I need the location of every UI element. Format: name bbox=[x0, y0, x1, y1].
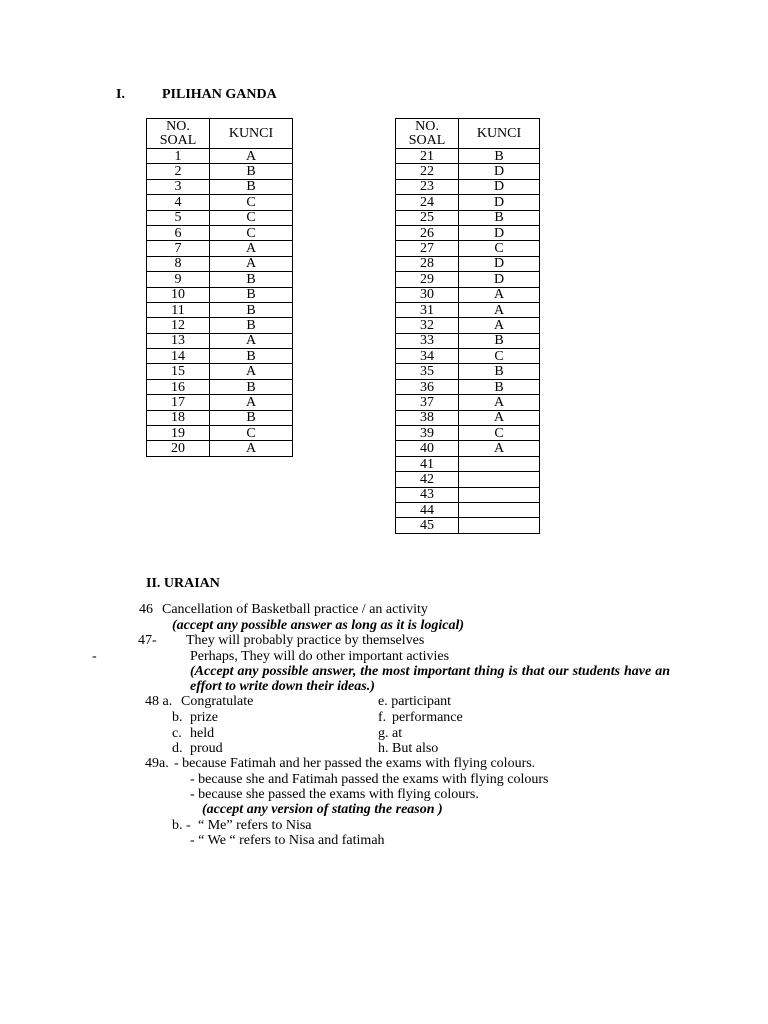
question-number-cell: 33 bbox=[396, 333, 459, 348]
answer-key-cell: B bbox=[210, 318, 293, 333]
question-number-cell: 43 bbox=[396, 487, 459, 502]
question-number-cell: 10 bbox=[147, 287, 210, 302]
question-number-cell: 42 bbox=[396, 472, 459, 487]
question-number-cell: 2 bbox=[147, 164, 210, 179]
answer-key-cell: B bbox=[210, 379, 293, 394]
question-number-cell: 35 bbox=[396, 364, 459, 379]
table-row bbox=[396, 302, 540, 317]
table-row bbox=[396, 287, 540, 302]
q48-answer-f: performance bbox=[392, 710, 463, 725]
question-number-cell: 30 bbox=[396, 287, 459, 302]
answer-key-cell: A bbox=[459, 410, 540, 425]
question-number-cell: 26 bbox=[396, 225, 459, 240]
table-row bbox=[147, 410, 293, 425]
table-row bbox=[147, 333, 293, 348]
answer-key-cell: B bbox=[210, 164, 293, 179]
answer-key-cell: A bbox=[210, 364, 293, 379]
table-row bbox=[396, 364, 540, 379]
table-row bbox=[147, 241, 293, 256]
question-number-cell: 16 bbox=[147, 379, 210, 394]
table-row bbox=[396, 395, 540, 410]
answer-key-cell bbox=[459, 456, 540, 471]
table-row bbox=[147, 149, 293, 164]
answer-key-cell: D bbox=[459, 164, 540, 179]
answer-key-cell: B bbox=[210, 287, 293, 302]
table-row bbox=[396, 333, 540, 348]
table-row bbox=[147, 225, 293, 240]
table-row bbox=[147, 395, 293, 410]
question-number-cell: 24 bbox=[396, 195, 459, 210]
table-row bbox=[147, 349, 293, 364]
table-row bbox=[396, 272, 540, 287]
answer-key-table-right bbox=[395, 118, 540, 534]
table-row bbox=[147, 302, 293, 317]
question-number-cell: 44 bbox=[396, 502, 459, 517]
header-kunci: KUNCI bbox=[210, 119, 293, 149]
table-row bbox=[396, 256, 540, 271]
question-number-cell: 29 bbox=[396, 272, 459, 287]
q47-note: (Accept any possible answer, the most important thing is that our students have an effort to write down their ideas.) bbox=[190, 664, 670, 694]
question-number-cell: 7 bbox=[147, 241, 210, 256]
q48-label-b: b. bbox=[172, 710, 183, 725]
answer-key-cell bbox=[459, 502, 540, 517]
answer-key-cell: B bbox=[210, 302, 293, 317]
answer-key-cell: B bbox=[459, 149, 540, 164]
question-number-cell: 6 bbox=[147, 225, 210, 240]
question-number-cell: 32 bbox=[396, 318, 459, 333]
question-number-cell: 34 bbox=[396, 349, 459, 364]
q49-answer-a2: - because she and Fatimah passed the exams with flying colours bbox=[190, 772, 549, 787]
question-number-cell: 13 bbox=[147, 333, 210, 348]
question-number-cell: 9 bbox=[147, 272, 210, 287]
table-row bbox=[396, 179, 540, 194]
question-number-cell: 18 bbox=[147, 410, 210, 425]
answer-key-cell: B bbox=[459, 364, 540, 379]
table-row bbox=[147, 287, 293, 302]
q49-note: (accept any version of stating the reason ) bbox=[202, 802, 443, 817]
table-row bbox=[396, 149, 540, 164]
header-no-soal: NO. SOAL bbox=[396, 119, 459, 149]
answer-key-cell: B bbox=[210, 349, 293, 364]
table-row bbox=[147, 210, 293, 225]
answer-key-cell: A bbox=[459, 441, 540, 456]
answer-key-cell: D bbox=[459, 179, 540, 194]
answer-key-cell: C bbox=[210, 210, 293, 225]
question-number-cell: 5 bbox=[147, 210, 210, 225]
answer-key-cell: A bbox=[459, 395, 540, 410]
question-number-cell: 1 bbox=[147, 149, 210, 164]
table-row bbox=[147, 195, 293, 210]
question-number-cell: 19 bbox=[147, 426, 210, 441]
table-row bbox=[396, 518, 540, 533]
question-number-cell: 27 bbox=[396, 241, 459, 256]
question-number-cell: 4 bbox=[147, 195, 210, 210]
answer-key-cell: A bbox=[210, 333, 293, 348]
q46-number: 46 bbox=[139, 602, 153, 617]
table-row bbox=[396, 379, 540, 394]
table-row bbox=[147, 318, 293, 333]
q49-label-b: b. - bbox=[172, 818, 191, 833]
table-row bbox=[147, 272, 293, 287]
answer-key-cell: D bbox=[459, 195, 540, 210]
section-number: I. bbox=[116, 87, 125, 102]
question-number-cell: 38 bbox=[396, 410, 459, 425]
answer-key-cell: C bbox=[459, 349, 540, 364]
q49-number: 49a. bbox=[145, 756, 169, 771]
question-number-cell: 36 bbox=[396, 379, 459, 394]
section-title: PILIHAN GANDA bbox=[162, 87, 277, 102]
table-row bbox=[396, 410, 540, 425]
table-row bbox=[396, 472, 540, 487]
table-row bbox=[396, 426, 540, 441]
q47-dash: - bbox=[92, 649, 97, 664]
table-row bbox=[147, 426, 293, 441]
answer-key-cell: B bbox=[459, 333, 540, 348]
answer-key-cell: C bbox=[210, 225, 293, 240]
q48-answer-g: g. at bbox=[378, 726, 403, 741]
answer-key-cell: A bbox=[459, 318, 540, 333]
table-row bbox=[396, 441, 540, 456]
question-number-cell: 40 bbox=[396, 441, 459, 456]
q48-answer-c: held bbox=[190, 726, 215, 741]
table-row bbox=[147, 164, 293, 179]
table-row bbox=[147, 179, 293, 194]
q49-answer-b2: - “ We “ refers to Nisa and fatimah bbox=[190, 833, 385, 848]
q48-label-f: f. bbox=[378, 710, 387, 725]
question-number-cell: 25 bbox=[396, 210, 459, 225]
answer-key-cell: A bbox=[210, 395, 293, 410]
answer-key-cell: C bbox=[459, 241, 540, 256]
q48-label-c: c. bbox=[172, 726, 182, 741]
answer-key-cell: C bbox=[210, 426, 293, 441]
question-number-cell: 37 bbox=[396, 395, 459, 410]
q47-answer-1: They will probably practice by themselves bbox=[186, 633, 425, 648]
question-number-cell: 41 bbox=[396, 456, 459, 471]
q48-answer-b: prize bbox=[190, 710, 218, 725]
answer-key-cell: D bbox=[459, 225, 540, 240]
question-number-cell: 14 bbox=[147, 349, 210, 364]
section2-title: II. URAIAN bbox=[146, 576, 220, 591]
question-number-cell: 22 bbox=[396, 164, 459, 179]
answer-key-cell bbox=[459, 487, 540, 502]
question-number-cell: 11 bbox=[147, 302, 210, 317]
answer-key-cell: A bbox=[459, 302, 540, 317]
table-row bbox=[396, 210, 540, 225]
answer-key-cell: A bbox=[210, 241, 293, 256]
answer-key-cell bbox=[459, 472, 540, 487]
q46-note: (accept any possible answer as long as it is logical) bbox=[172, 618, 465, 633]
table-row bbox=[396, 502, 540, 517]
q48-answer-e: e. participant bbox=[378, 694, 452, 709]
answer-key-cell: D bbox=[459, 256, 540, 271]
answer-key-cell: B bbox=[210, 179, 293, 194]
question-number-cell: 15 bbox=[147, 364, 210, 379]
answer-key-cell: B bbox=[210, 272, 293, 287]
answer-key-cell: A bbox=[210, 256, 293, 271]
table-row bbox=[396, 456, 540, 471]
answer-key-table-left bbox=[146, 118, 293, 457]
table-row bbox=[396, 318, 540, 333]
table-row bbox=[396, 225, 540, 240]
table-row bbox=[396, 195, 540, 210]
q49-answer-a1: - because Fatimah and her passed the exams with flying colours. bbox=[174, 756, 536, 771]
q47-number: 47- bbox=[138, 633, 157, 648]
q48-number: 48 a. bbox=[145, 694, 173, 709]
question-number-cell: 21 bbox=[396, 149, 459, 164]
table-row bbox=[396, 487, 540, 502]
table-row bbox=[147, 256, 293, 271]
answer-key-cell: A bbox=[459, 287, 540, 302]
answer-key-cell: A bbox=[210, 441, 293, 456]
answer-key-cell: B bbox=[459, 379, 540, 394]
table-row bbox=[396, 349, 540, 364]
header-kunci: KUNCI bbox=[459, 119, 540, 149]
table-row bbox=[396, 241, 540, 256]
answer-key-cell: D bbox=[459, 272, 540, 287]
question-number-cell: 17 bbox=[147, 395, 210, 410]
answer-key-cell: B bbox=[210, 410, 293, 425]
question-number-cell: 45 bbox=[396, 518, 459, 533]
answer-key-cell: B bbox=[459, 210, 540, 225]
q48-answer-h: h. But also bbox=[378, 741, 439, 756]
answer-key-cell: C bbox=[210, 195, 293, 210]
answer-key-cell: C bbox=[459, 426, 540, 441]
question-number-cell: 31 bbox=[396, 302, 459, 317]
q48-label-d: d. bbox=[172, 741, 183, 756]
q47-answer-2: Perhaps, They will do other important activies bbox=[190, 649, 450, 664]
question-number-cell: 3 bbox=[147, 179, 210, 194]
header-no-soal: NO. SOAL bbox=[147, 119, 210, 149]
q49-answer-b1: “ Me” refers to Nisa bbox=[198, 818, 312, 833]
question-number-cell: 8 bbox=[147, 256, 210, 271]
answer-key-cell: A bbox=[210, 149, 293, 164]
q48-answer-a: Congratulate bbox=[181, 694, 254, 709]
table-row bbox=[396, 164, 540, 179]
table-row bbox=[147, 441, 293, 456]
table-row bbox=[147, 364, 293, 379]
answer-key-cell bbox=[459, 518, 540, 533]
q46-answer: Cancellation of Basketball practice / an activity bbox=[162, 602, 428, 617]
question-number-cell: 20 bbox=[147, 441, 210, 456]
question-number-cell: 28 bbox=[396, 256, 459, 271]
q48-answer-d: proud bbox=[190, 741, 223, 756]
question-number-cell: 12 bbox=[147, 318, 210, 333]
table-row bbox=[147, 379, 293, 394]
q49-answer-a3: - because she passed the exams with flying colours. bbox=[190, 787, 479, 802]
question-number-cell: 39 bbox=[396, 426, 459, 441]
question-number-cell: 23 bbox=[396, 179, 459, 194]
